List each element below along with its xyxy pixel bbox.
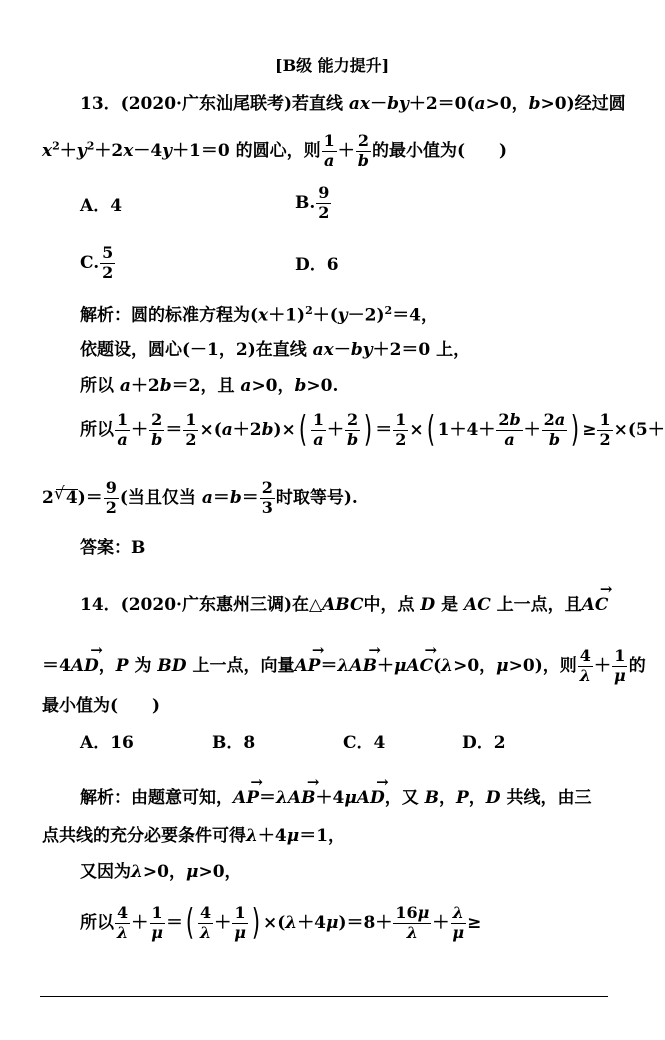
- section-title: [B级 能力提升]: [275, 56, 390, 75]
- q13-stem-text2: 经过圆: [574, 94, 626, 114]
- q13-option-a[interactable]: A．4: [80, 196, 123, 216]
- q13-solution-line1: 解析：圆的标准方程为$(x+1)^2+(y-2)^2=4$，: [80, 304, 439, 326]
- q14-solution-line3: 又因为λ>0，μ>0，: [80, 862, 242, 882]
- q14-stem-line3: 最小值为( ): [42, 696, 161, 716]
- q13-stem-text: 若直线: [292, 94, 343, 114]
- q14-solution-label: 解析：: [80, 788, 131, 808]
- q14-source: (2020·广东惠州三调): [120, 595, 292, 615]
- q13-frac-1-over-a: $\frac{1}{a}$: [323, 131, 335, 170]
- q13-number: 13．: [80, 94, 121, 114]
- q13-option-d[interactable]: D．6: [295, 255, 339, 275]
- q14-solution-line2: 点共线的充分必要条件可得λ＋4μ＝1，: [42, 826, 346, 846]
- q13-answer: [80, 540, 145, 557]
- q14-option-c[interactable]: C．4: [343, 733, 386, 753]
- q13-line-equation: ax－by＋2＝0(a>0，b>0): [348, 94, 575, 114]
- q13-stem-line1: [80, 96, 626, 113]
- q14-stem-line2: ＝4→ AD，P 为 BD 上一点，向量→ AP＝λ→ AB＋μ→ AC(λ>0，μ>0)，则 $\frac{4}{\lambda}$ ＋ $\frac{1}{\mu}$ 的: [42, 648, 646, 685]
- q13-stem-line2: $x^2+y^2+2x-4y+1=0$ 的圆心，则 $\frac{1}{a}$ ＋ $\frac{2}{b}$ 的最小值为( ): [42, 131, 508, 170]
- q13-stem-text4: 的最小值为( ): [371, 140, 508, 161]
- q13-answer-label: 答案：: [80, 538, 131, 558]
- q14-number: 14．: [80, 595, 121, 615]
- q13-source: (2020·广东汕尾联考): [120, 94, 292, 114]
- q14-solution-line1: 解析：由题意可知，→ AP＝λ→ AB＋4μ→ AD，又 B，P，D 共线，由三: [80, 790, 591, 807]
- q13-stem-text3: ＝0 的圆心，则: [200, 140, 321, 161]
- q13-solution-label: 解析：: [80, 305, 131, 326]
- q13-solution-line3: 所以 a＋2b＝2，且 a>0，b>0.: [80, 376, 339, 396]
- q14-option-a[interactable]: A．16: [80, 733, 134, 753]
- q14-option-d[interactable]: D．2: [462, 733, 506, 753]
- q13-solution-line4: 所以 $\frac{1}{a}$ ＋ $\frac{2}{b}$ ＝ $\frac{1}{2}$ ×(a＋2b)×( $\frac{1}{a}$ ＋ $\frac{2}{b}$ ) ＝ $\frac{1}{2}$ ×( 1＋4＋ $\frac{2b}{a}$ ＋ $\frac{2a}{b}$ ) ≥ $\frac{1}{2}$ ×(5＋: [80, 409, 665, 451]
- q13-option-c[interactable]: C. $\frac{5}{2}$: [80, 243, 114, 282]
- q14-solution-line4: 所以 $\frac{4}{\lambda}$ ＋ $\frac{1}{\mu}$ ＝( $\frac{4}{\lambda}$ ＋ $\frac{1}{\mu}$ ) ×(λ＋4μ)＝8＋ $\frac{16\mu}{\lambda}$ ＋ $\frac{\lambda}{\mu}$ ≥: [80, 902, 482, 944]
- q13-frac-2-over-b: $\frac{2}{b}$: [357, 131, 369, 170]
- bottom-rule: [40, 996, 608, 997]
- q13-solution-line5: 2√ 4)＝ $\frac{9}{2}$ (当且仅当 a＝b＝ $\frac{2}{3}$ 时取等号).: [42, 480, 358, 517]
- q13-solution-line2: 依题设，圆心(－1，2)在直线 ax－by＋2＝0 上，: [80, 340, 471, 360]
- q14-option-b[interactable]: B．8: [212, 733, 256, 753]
- q13-answer-value: B: [131, 538, 146, 558]
- q13-option-b[interactable]: B. $\frac{9}{2}$: [295, 183, 330, 222]
- q14-stem-line1: 14．(2020·广东惠州三调)在△ABC中，点 D 是 AC 上一点，且→ AC: [80, 597, 608, 614]
- q13-circle-equation: $x^2+y^2+2x-4y+1$: [42, 139, 201, 161]
